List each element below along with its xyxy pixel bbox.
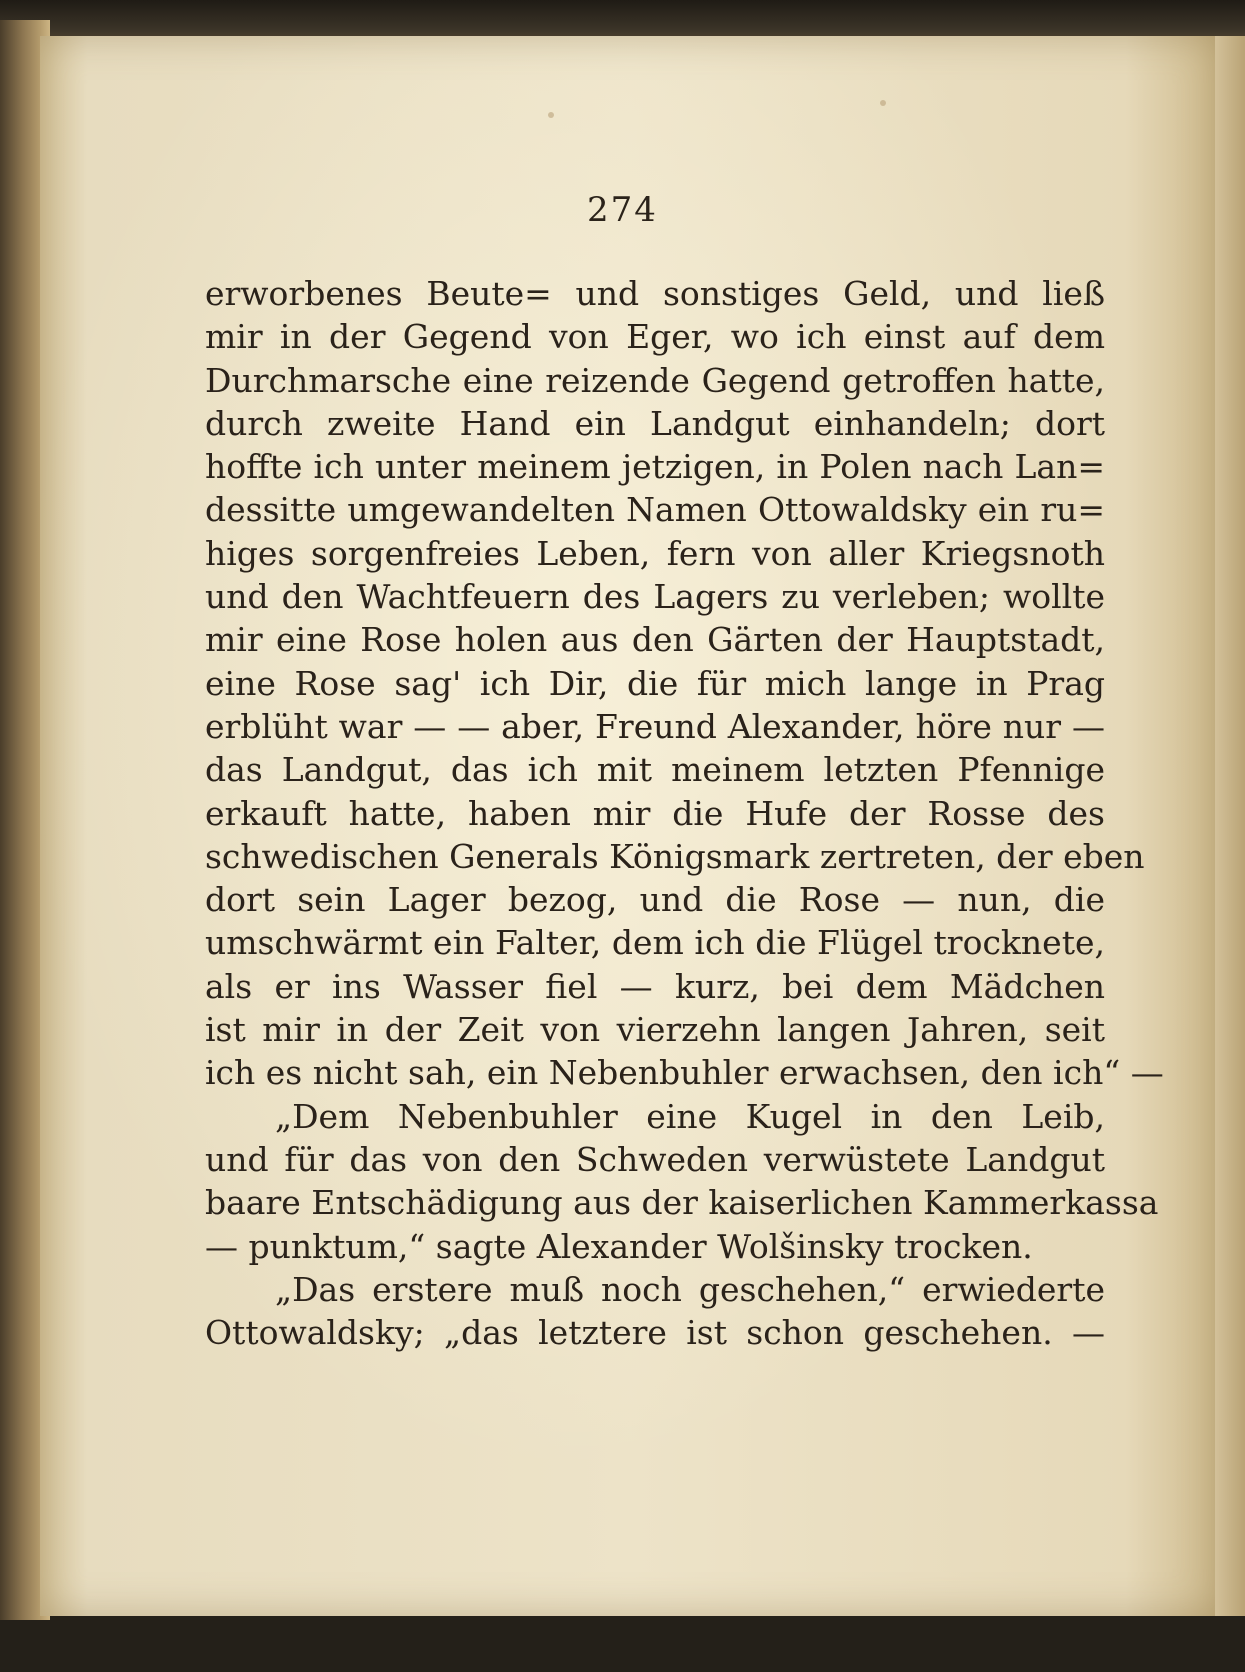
text-line: „Dem Nebenbuhler eine Kugel in den Leib,	[275, 1096, 1105, 1136]
text-line: und den Wachtfeuern des Lagers zu verleben; wollte	[205, 577, 1105, 617]
text-line: higes sorgenfreies Leben, fern von aller Kriegsnoth	[205, 533, 1105, 573]
text-line: hoffte ich unter meinem jetzigen, in Polen nach Lan=	[205, 447, 1105, 487]
paper-stain	[880, 100, 886, 106]
text-line: erworbenes Beute= und sonstiges Geld, und ließ	[205, 274, 1105, 313]
text-line: — punktum,“ sagte Alexander Wolšinsky trocken.	[205, 1226, 1033, 1266]
text-line: eine Rose sag' ich Dir, die für mich lange in Prag	[205, 663, 1105, 703]
text-line: umschwärmt ein Falter, dem ich die Flügel trocknete,	[205, 923, 1105, 963]
text-line: baare Entschädigung aus der kaiserlichen Kammerkassa	[205, 1183, 1159, 1223]
page-number: 274	[587, 190, 658, 230]
text-line: erkauft hatte, haben mir die Hufe der Rosse des	[205, 793, 1105, 833]
page-fore-edge	[1215, 36, 1245, 1616]
body-text	[205, 272, 1164, 1354]
text-line: das Landgut, das ich mit meinem letzten Pfennige	[205, 750, 1105, 790]
text-line: und für das von den Schweden verwüstete Landgut	[205, 1139, 1105, 1179]
text-line: Durchmarsche eine reizende Gegend getroffen hatte,	[205, 360, 1105, 400]
text-line: mir eine Rose holen aus den Gärten der Hauptstadt,	[205, 620, 1105, 660]
text-line: schwedischen Generals Königsmark zertreten, der eben	[205, 836, 1145, 876]
text-line: Ottowaldsky; „das letztere ist schon geschehen. —	[205, 1313, 1105, 1353]
text-line: dessitte umgewandelten Namen Ottowaldsky ein ru=	[205, 490, 1105, 530]
text-line: durch zweite Hand ein Landgut einhandeln; dort	[205, 403, 1105, 443]
text-line: „Das erstere muß noch geschehen,“ erwiederte	[275, 1269, 1105, 1309]
text-line: dort sein Lager bezog, und die Rose — nun, die	[205, 880, 1105, 920]
text-line: ich es nicht sah, ein Nebenbuhler erwachsen, den ich“ —	[205, 1053, 1164, 1093]
text-line: erblüht war — — aber, Freund Alexander, höre nur —	[205, 706, 1105, 746]
text-line: mir in der Gegend von Eger, wo ich einst auf dem	[205, 317, 1105, 357]
paper-stain	[548, 112, 554, 118]
text-line: ist mir in der Zeit von vierzehn langen Jahren, seit	[205, 1010, 1105, 1050]
text-line: als er ins Wasser fiel — kurz, bei dem Mädchen	[205, 966, 1105, 1006]
